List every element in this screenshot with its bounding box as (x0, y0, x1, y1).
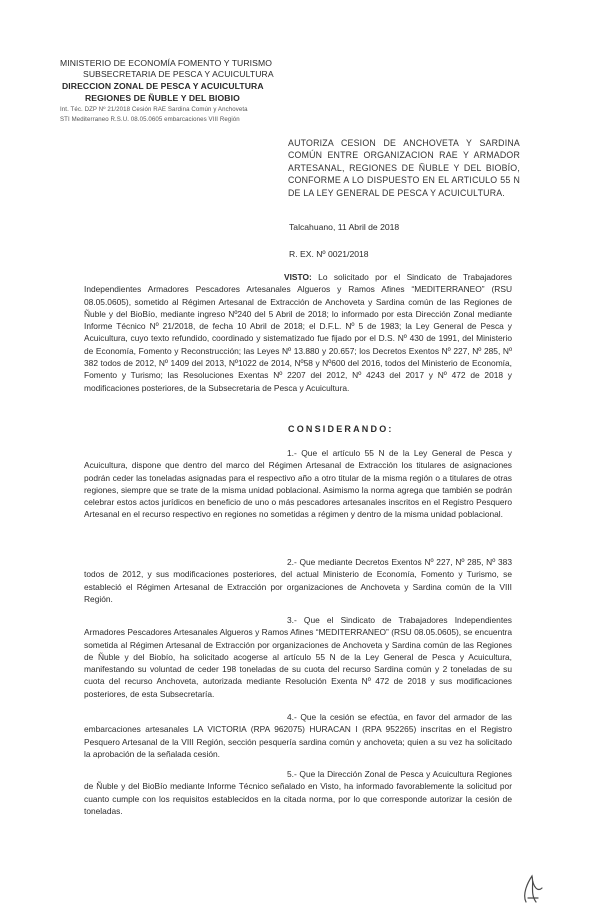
visto-text: Lo solicitado por el Sindicato de Trabajadores Independientes Armadores Pescadores Artesanales Algueros y Ramos Afines “MEDITERRANEO” (RSU 08.05.0605), sometido al Régimen Artesanal de Extracción de Anchoveta y Sardina común de las Regiones de Ñuble y del BioBío, mediante ingreso Nº240 del 5 Abril de 2018; lo informado por esta Dirección Zonal mediante Informe Técnico Nº 21/2018, de fecha 10 Abril de 2018; el D.F.L. Nº 5 de 1983; la Ley General de Pesca y Acuicultura, cuyo texto refundido, coordinado y sistematizado fue fijado por el D.S. Nº 430 de 1991, del Ministerio de Economía, Fomento y Reconstrucción; las Leyes Nº 13.880 y 20.657; los Decretos Exentos Nº 227, Nº 285, Nº 382 todos de 2012, Nº 1409 del 2013, Nº1022 de 2014, Nº58 y Nº600 del 2016, todos del Ministerio de Economía, Fomento y Turismo; las Resoluciones Exentas Nº 2207 del 2012, Nº 4243 del 2017 y Nº 472 de 2018 y modificaciones posteriores, de la Subsecretaria de Pesca y Acuicultura. (84, 272, 512, 393)
visto-label: VISTO: (284, 272, 312, 282)
reference-line-1: Int. Téc. DZP Nº 21/2018 Cesión RAE Sardina Común y Anchoveta (60, 106, 248, 113)
considerando-paragraph-2: 2.- Que mediante Decretos Exentos Nº 227, Nº 285, Nº 383 todos de 2012, y sus modificaciones posteriores, del actual Ministerio de Economía, Fomento y Turismo, se estableció el Régimen Artesanal de Extracción por organizaciones de Anchoveta y Sardina común de la VIII Región. (84, 557, 512, 604)
handwritten-initials-icon (512, 872, 552, 908)
subsecretary-name: SUBSECRETARIA DE PESCA Y ACUICULTURA (83, 69, 274, 79)
considerando-paragraph-4: 4.- Que la cesión se efectúa, en favor del armador de las embarcaciones artesanales LA VICTORIA (RPA 962075) HURACAN I (RPA 952265) inscritas en el Registro Pesquero Artesanal de la VIII Región, sección pesquería sardina común y anchoveta; quien a su vez ha solicitado la aprobación de la señalada cesión. (84, 712, 512, 759)
considerando-title: CONSIDERANDO: (288, 424, 394, 434)
resolution-subject: AUTORIZA CESION DE ANCHOVETA Y SARDINA COMÚN ENTRE ORGANIZACION RAE Y ARMADOR ARTESANAL, REGIONES DE ÑUBLE Y DEL BIOBÍO, CONFORME A LO DISPUESTO EN EL ARTICULO 55 N DE LA LEY GENERAL DE PESCA Y ACUICULTURA. (288, 138, 520, 198)
zonal-direction-name: DIRECCION ZONAL DE PESCA Y ACUICULTURA (62, 81, 264, 91)
considerando-paragraph-3: 3.- Que el Sindicato de Trabajadores Independientes Armadores Pescadores Artesanales Algueros y Ramos Afines “MEDITERRANEO” (RSU 08.05.0605), se encuentra sometida al Régimen Artesanal de Extracción por organizaciones de Anchoveta y Sardina común de las Regiones de Ñuble y del Biobío, ha solicitado acogerse al artículo 55 N de la Ley General de Pesca y Acuicultura, manifestando su voluntad de ceder 198 toneladas de su cuota del recurso Sardina común y 2 toneladas de su cuota del recurso Anchoveta, autorizada mediante Resolución Exenta Nº 472 de 2018 y sus modificaciones posteriores, de esta Subsecretaría. (84, 615, 512, 699)
ministry-name: MINISTERIO DE ECONOMÍA FOMENTO Y TURISMO (60, 58, 273, 68)
reference-line-2: STI Mediterraneo R.S.U. 08.05.0605 embarcaciones VIII Región (60, 116, 240, 123)
considerando-paragraph-1: 1.- Que el artículo 55 N de la Ley General de Pesca y Acuicultura, dispone que dentro del marco del Régimen Artesanal de Extracción los titulares de asignaciones podrán ceder las toneladas asignadas para el respectivo año a otro titular de la misma región o a titulares de otras regiones, siempre que se trate de la misma unidad poblacional. Asimismo la norma agrega que también se podrán celebrar estos actos jurídicos en beneficio de uno o más pescadores artesanales inscritos en el Registro Pesquero Artesanal en el recurso respectivo en regiones no sometidas a régimen y dentro de la misma unidad poblacional. (84, 448, 512, 520)
place-date: Talcahuano, 11 Abril de 2018 (289, 222, 400, 232)
regions-name: REGIONES DE ÑUBLE Y DEL BIOBIO (85, 93, 240, 103)
visto-section (84, 271, 512, 394)
resolution-number: R. EX. Nº 0021/2018 (289, 249, 369, 259)
considerando-paragraph-5: 5.- Que la Dirección Zonal de Pesca y Acuicultura Regiones de Ñuble y del BioBío mediante Informe Técnico señalado en Visto, ha informado favorablemente la solicitud por cuanto cumple con los requisitos establecidos en la citada norma, por lo que corresponde autorizar la cesión de toneladas. (84, 769, 512, 816)
